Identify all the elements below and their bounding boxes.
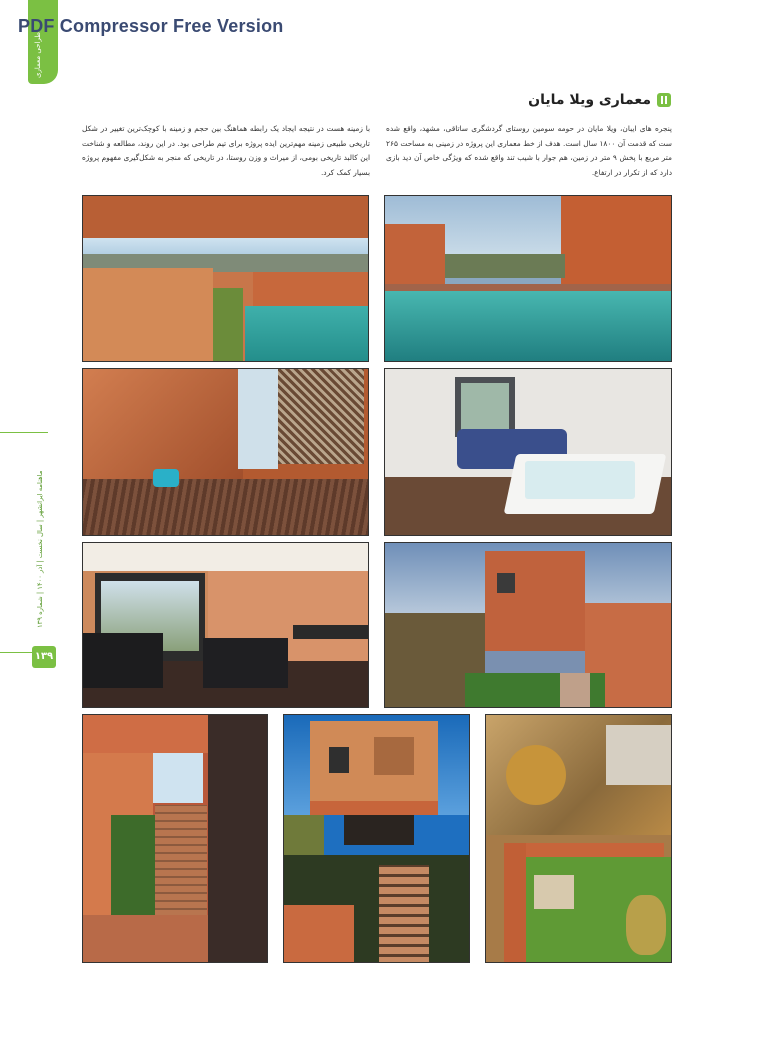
photo-living-room xyxy=(82,542,369,708)
photo-bedroom xyxy=(384,368,672,536)
photo-balcony xyxy=(82,368,369,536)
photo-stairway xyxy=(82,714,268,963)
photo-facade xyxy=(283,714,470,963)
article-column-left: با زمینه هست در نتیجه ایجاد یک رابطه هماهنگ بین حجم و زمینه با کوچک‌ترین تغییر در شکل تاریخی طبیعی زمینه مهم‌ترین ایده پروژه برای تیم طراحی بود. در این روند، مطالعه و شناخت این کالبد تاریخی بومی، از میراث و وزن روستا، در تاریخی که منجر به شکل‌گیری مفهوم پروژه بسیار کمک کرد. xyxy=(82,124,370,177)
article-title-block xyxy=(528,92,671,108)
page-number: ۱۳۹ xyxy=(32,646,56,668)
magazine-issue-info: ماهنامه ایرانشهر | سال نخست | آذر ۱۴۰۰ | شماره ۱۳۹ xyxy=(36,470,44,628)
section-tab-label: طراحی معماری xyxy=(34,32,42,78)
photo-courtyard-dusk xyxy=(384,542,672,708)
article-title: معماری ویلا مایان xyxy=(528,92,651,108)
architecture-icon xyxy=(657,93,671,107)
article-column-right: پنجره های ایبان، ویلا مایان در حومه سومین روستای گردشگری ساتاقی، مشهد، واقع شده ست که قدمت آن ۱۸۰۰ سال است. هدف از خط معمارى این پروژه در زمینی به مساحت ۲۶۵ متر مربع با پخش ۹ متر در زمین، هم جوار با شیب تند واقع شده که ویژگی خاص آن دید بازی دارد که از تکرار در ارتفاع. xyxy=(386,124,672,177)
photo-terrace-pool xyxy=(82,195,369,362)
photo-long-pool xyxy=(384,195,672,362)
side-divider xyxy=(0,432,48,433)
photo-aerial-garden xyxy=(485,714,672,963)
watermark: PDF Compressor Free Version xyxy=(18,16,284,36)
